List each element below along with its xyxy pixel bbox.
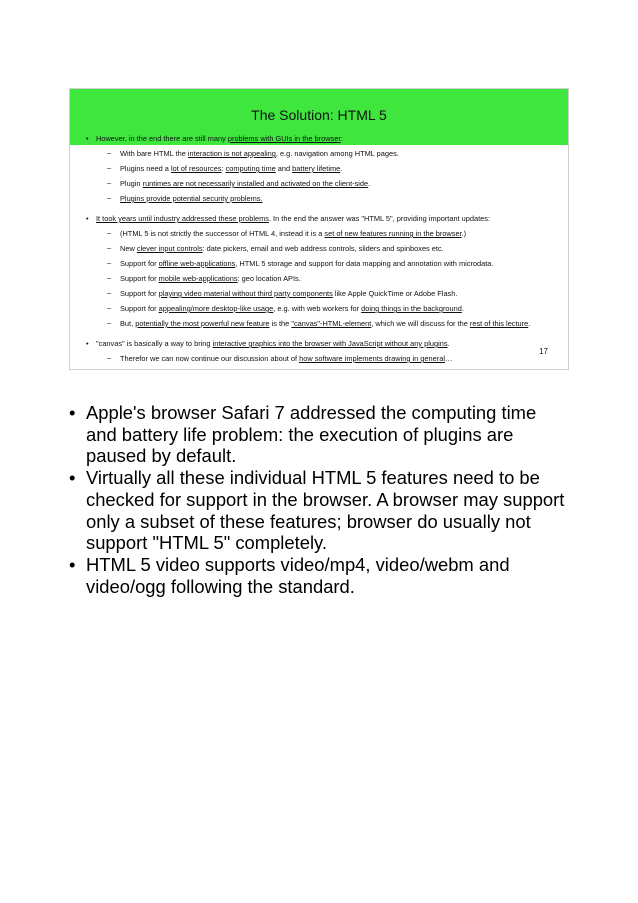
slide-title: The Solution: HTML 5 — [251, 107, 387, 123]
underlined-text: playing video material without third party components — [158, 289, 333, 298]
text-run: However, in the end there are still many — [96, 134, 228, 143]
text-run: : — [221, 164, 226, 173]
slide-sub-bullet — [86, 319, 569, 328]
underlined-text: appealing/more desktop-like usage — [158, 304, 274, 313]
slide-sub-bullet — [86, 259, 569, 268]
slide-body — [86, 134, 569, 363]
underlined-text: offline web-applications — [158, 259, 236, 268]
slide-bullet — [86, 214, 569, 223]
text-run: , e.g. navigation among HTML pages. — [275, 149, 399, 158]
underlined-text: interactive graphics into the browser with JavaScript without any plugins — [212, 339, 448, 348]
underlined-text: doing things in the background — [361, 304, 462, 313]
slide-thumbnail — [69, 88, 569, 370]
slide-sub-bullet — [86, 229, 569, 238]
text-run: , HTML 5 storage and support for data mapping and annotation with microdata. — [235, 259, 494, 268]
underlined-text: mobile web-applications — [158, 274, 238, 283]
underlined-text: rest of this lecture — [469, 319, 529, 328]
underlined-text: It took years until industry addressed these problems — [96, 214, 269, 223]
text-run: . — [368, 179, 371, 188]
slide-sub-bullet — [86, 244, 569, 253]
text-run: and — [275, 164, 293, 173]
speaker-notes — [69, 402, 569, 597]
underlined-text: potentially the most powerful new feature — [135, 319, 270, 328]
underlined-text: Plugins provide potential security problems. — [120, 194, 263, 203]
slide-sub-bullet — [86, 194, 569, 203]
underlined-text: how software implements drawing in general — [299, 354, 445, 363]
slide-sub-bullet — [86, 274, 569, 283]
text-run: . — [528, 319, 531, 328]
text-run: Plugin — [120, 179, 143, 188]
text-run: With bare HTML the — [120, 149, 188, 158]
underlined-text: set of new features running in the browser — [324, 229, 462, 238]
slide-sub-bullet — [86, 304, 569, 313]
text-run: Support for — [120, 274, 159, 283]
text-run: like Apple QuickTime or Adobe Flash. — [332, 289, 458, 298]
text-run: … — [444, 354, 453, 363]
slide-bullet — [86, 339, 569, 348]
underlined-text: computing time — [225, 164, 276, 173]
text-run: Therefor we can now continue our discussion about of — [120, 354, 300, 363]
underlined-text: "canvas"-HTML-element — [291, 319, 372, 328]
underlined-text: runtimes are not necessarily installed and activated on the client-side — [142, 179, 369, 188]
text-run: : geo location APIs. — [237, 274, 301, 283]
text-run: Plugins need a — [120, 164, 171, 173]
text-run: is the — [269, 319, 292, 328]
underlined-text: problems with GUIs in the browser — [227, 134, 341, 143]
slide-sub-bullet — [86, 164, 569, 173]
text-run: "canvas" is basically a way to bring — [96, 339, 213, 348]
note-bullet: • Apple's browser Safari 7 addressed the computing time and battery life problem: the execution of plugins are paused by default. — [69, 402, 569, 467]
text-run: Support for — [120, 289, 159, 298]
note-bullet: • HTML 5 video supports video/mp4, video/webm and video/ogg following the standard. — [69, 554, 569, 597]
note-bullet: • Virtually all these individual HTML 5 features need to be checked for support in the browser. A browser may support only a subset of these features; browser do usually not support "HTML 5" completely. — [69, 467, 569, 554]
text-run: . — [447, 339, 450, 348]
slide-sub-bullet — [86, 149, 569, 158]
page-number: 17 — [539, 347, 548, 356]
slide-bullet — [86, 134, 569, 143]
text-run: .) — [461, 229, 467, 238]
text-run: . — [461, 304, 464, 313]
text-run: , e.g. with web workers for — [273, 304, 362, 313]
text-run: : date pickers, email and web address controls, sliders and spinboxes etc. — [202, 244, 444, 253]
slide-sub-bullet — [86, 354, 569, 363]
text-run: Support for — [120, 259, 159, 268]
underlined-text: interaction is not appealing — [187, 149, 276, 158]
slide-bullet-group — [86, 214, 569, 328]
text-run: . — [340, 164, 343, 173]
slide-bullet-group — [86, 339, 569, 363]
text-run: But, — [120, 319, 136, 328]
underlined-text: clever input controls — [136, 244, 203, 253]
text-run: (HTML 5 is not strictly the successor of HTML 4, instead it is a — [120, 229, 325, 238]
underlined-text: lot of resources — [170, 164, 222, 173]
text-run: , which we will discuss for the — [371, 319, 470, 328]
slide-sub-bullet — [86, 179, 569, 188]
text-run: New — [120, 244, 137, 253]
text-run: : — [340, 134, 343, 143]
text-run: . In the end the answer was "HTML 5", providing important updates: — [268, 214, 491, 223]
slide-bullet-group — [86, 134, 569, 203]
slide-sub-bullet — [86, 289, 569, 298]
text-run: Support for — [120, 304, 159, 313]
underlined-text: battery lifetime — [292, 164, 341, 173]
